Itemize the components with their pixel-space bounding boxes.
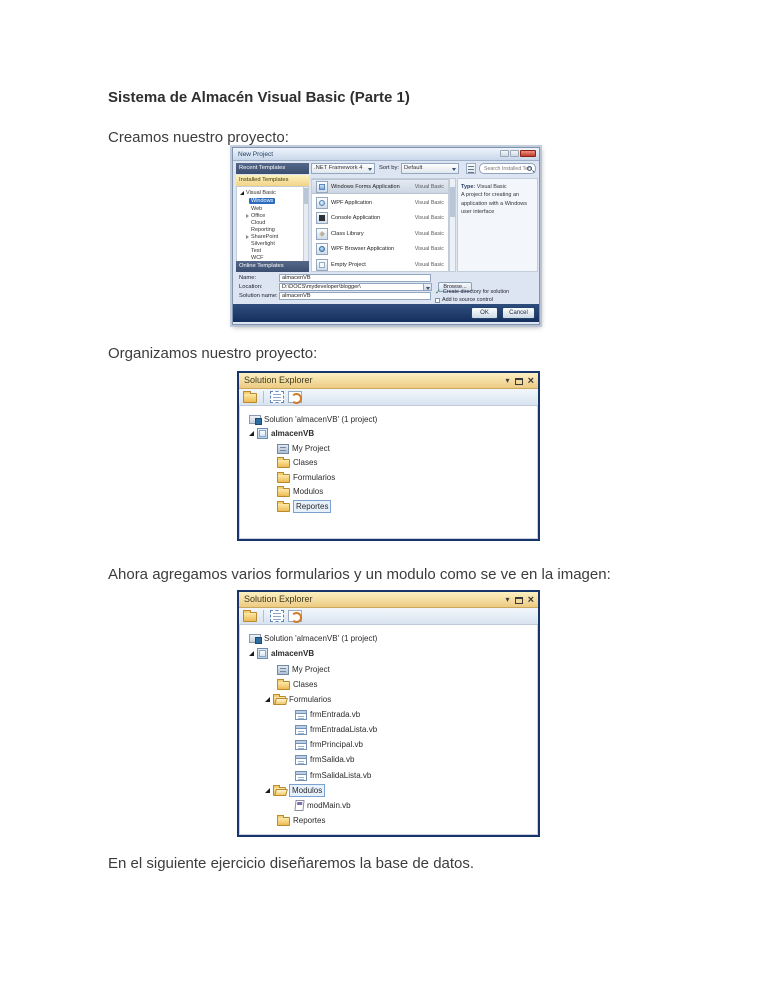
properties-icon[interactable] [243, 612, 257, 622]
folder-icon [277, 459, 290, 468]
solution-explorer-title: Solution Explorer [244, 594, 313, 604]
tree-item-my-project[interactable] [239, 663, 536, 676]
solution-name-input[interactable]: almacenVB [279, 292, 431, 300]
dialog-title: New Project [238, 151, 274, 158]
open-folder-icon [273, 787, 286, 796]
tree-item-label: modMain.vb [307, 801, 351, 810]
template-name: Empty Project [331, 261, 366, 268]
class-library-icon [316, 228, 328, 240]
wpf-browser-icon [316, 243, 328, 255]
page-title: Sistema de Almacén Visual Basic (Parte 1) [108, 89, 410, 106]
new-project-dialog [232, 147, 540, 325]
category-label: Silverlight [251, 241, 275, 247]
form-icon [295, 740, 307, 750]
tree-item-label: My Project [292, 665, 330, 674]
recent-templates-header[interactable]: Recent Templates [236, 163, 309, 174]
float-window-icon[interactable] [515, 597, 523, 604]
tree-item-label: Formularios [289, 695, 332, 704]
solution-name-label: Solution name: [239, 293, 278, 299]
sort-by-label: Sort by: [379, 165, 399, 171]
checkbox-icon [435, 298, 440, 303]
template-info-panel [457, 178, 538, 272]
tree-item-reportes[interactable] [239, 500, 536, 513]
tree-item-frmsalida[interactable] [239, 753, 536, 766]
template-language: Visual Basic [414, 183, 444, 190]
tree-item-clases[interactable] [239, 456, 536, 469]
location-label: Location: [239, 284, 263, 290]
template-name: Windows Forms Application [331, 183, 400, 190]
list-view-button[interactable] [466, 163, 476, 174]
tree-item-formularios[interactable] [239, 471, 536, 484]
template-row-wpf[interactable] [312, 195, 448, 210]
tree-item-modulos[interactable] [239, 485, 536, 498]
category-visual-basic[interactable] [240, 189, 276, 197]
sort-by-dropdown[interactable] [401, 163, 459, 174]
form-icon [295, 771, 307, 781]
tree-item-label: Clases [293, 680, 318, 689]
tree-item-label: frmEntradaLista.vb [310, 725, 378, 734]
folder-icon [277, 503, 290, 512]
template-language: Visual Basic [414, 245, 444, 252]
show-all-files-icon[interactable] [270, 610, 284, 622]
category-label: SharePoint [251, 234, 279, 240]
close-button[interactable] [520, 150, 536, 157]
category-label: Visual Basic [246, 190, 276, 196]
maximize-button[interactable] [510, 150, 519, 157]
tree-item-label: frmEntrada.vb [310, 710, 361, 719]
folder-icon [277, 817, 290, 826]
category-label: Reporting [251, 227, 275, 233]
template-language: Visual Basic [414, 261, 444, 268]
solution-explorer-titlebar[interactable] [239, 373, 538, 389]
checkbox-label: Add to source control [442, 297, 493, 303]
tree-item-label: Solution 'almacenVB' (1 project) [264, 634, 378, 643]
tree-item-label: Solution 'almacenVB' (1 project) [264, 415, 378, 424]
open-folder-icon [273, 696, 286, 705]
solution-explorer-toolbar [239, 389, 538, 406]
chevron-down-icon [452, 168, 456, 171]
tree-item-frmprincipal[interactable] [239, 738, 536, 751]
category-label: Windows [251, 198, 274, 204]
vb-project-icon [257, 428, 268, 439]
template-row-empty-project[interactable] [312, 257, 448, 272]
window-buttons [500, 150, 536, 157]
create-directory-checkbox[interactable] [435, 289, 509, 295]
my-project-icon [277, 444, 289, 454]
sort-by-value: Default [404, 165, 423, 171]
template-language: Visual Basic [414, 214, 444, 221]
window-menu-icon[interactable]: ▾ [505, 595, 510, 604]
category-label: Web [251, 206, 263, 212]
template-row-windows-forms[interactable] [312, 179, 448, 194]
template-name: WPF Application [331, 199, 373, 206]
tree-item-label: Reportes [293, 500, 331, 513]
location-input[interactable]: D:\DOCS\mydeveloper\blogger\ [279, 283, 424, 291]
installed-templates-header[interactable]: Installed Templates [236, 175, 309, 186]
tree-item-frmentrada[interactable] [239, 708, 536, 721]
template-name: WPF Browser Application [331, 245, 395, 252]
wpf-icon [316, 197, 328, 209]
tree-item-label: frmSalida.vb [310, 755, 355, 764]
name-input[interactable]: almacenVB [279, 274, 431, 282]
online-templates-header[interactable]: Online Templates [236, 261, 309, 272]
tree-item-label: My Project [292, 444, 330, 453]
solution-icon [249, 634, 261, 643]
tree-item-frmsalidalista[interactable] [239, 769, 536, 782]
folder-icon [277, 488, 290, 497]
tree-item-my-project[interactable] [239, 442, 536, 455]
template-list [311, 178, 449, 272]
folder-icon [277, 681, 290, 690]
category-label: WCF [251, 255, 264, 261]
doc-paragraph-4: En el siguiente ejercicio diseñaremos la base de datos. [108, 855, 475, 872]
type-value: Visual Basic [476, 184, 507, 190]
tree-item-label: almacenVB [271, 649, 315, 658]
close-icon[interactable]: × [527, 594, 534, 606]
tree-item-label: frmSalidaLista.vb [310, 771, 372, 780]
expanded-triangle-icon[interactable] [265, 788, 270, 793]
tree-item-label: Clases [293, 458, 318, 467]
tree-item-solution[interactable] [239, 632, 536, 645]
doc-paragraph-2: Organizamos nuestro proyecto: [108, 345, 318, 362]
properties-icon[interactable] [243, 393, 257, 403]
template-category-tree [236, 186, 309, 262]
toolbar-separator [263, 391, 264, 403]
show-all-files-icon[interactable] [270, 391, 284, 403]
solution-explorer-window-2 [237, 590, 540, 837]
ok-button[interactable]: OK [471, 307, 498, 319]
refresh-icon[interactable] [288, 391, 302, 403]
form-icon [295, 755, 307, 765]
category-windows[interactable] [249, 197, 275, 205]
expanded-triangle-icon[interactable] [240, 191, 244, 195]
category-label: Cloud [251, 220, 266, 226]
solution-explorer-titlebar[interactable] [239, 592, 538, 608]
solution-explorer-toolbar [239, 608, 538, 625]
tree-item-project[interactable] [239, 427, 536, 440]
float-window-icon[interactable] [515, 378, 523, 385]
close-icon[interactable]: × [527, 375, 534, 387]
chevron-down-icon [368, 168, 372, 171]
tree-item-label: almacenVB [271, 429, 315, 438]
tool-window-buttons [506, 373, 534, 389]
template-description: A project for creating an application with a Windows user interface [461, 192, 528, 215]
window-menu-icon[interactable]: ▾ [505, 376, 510, 385]
sidebar-scrollbar[interactable] [303, 187, 308, 261]
template-list-scrollbar[interactable] [449, 178, 456, 272]
tree-item-label: Reportes [293, 816, 326, 825]
form-icon [295, 725, 307, 735]
vb-project-icon [257, 648, 268, 659]
tree-item-project[interactable] [239, 647, 536, 660]
search-icon [527, 166, 532, 171]
search-placeholder: Search Installed Tem [484, 166, 533, 172]
solution-icon [249, 415, 261, 424]
toolbar-separator [263, 610, 264, 622]
tree-item-label: Modulos [289, 784, 325, 797]
my-project-icon [277, 665, 289, 675]
winforms-icon [316, 181, 328, 193]
dialog-titlebar[interactable] [233, 148, 539, 161]
template-language: Visual Basic [414, 230, 444, 237]
search-installed-templates-input[interactable] [479, 163, 536, 174]
expanded-triangle-icon[interactable] [249, 651, 254, 656]
template-row-console[interactable] [312, 210, 448, 225]
template-name: Console Application [331, 214, 381, 221]
folder-icon [277, 474, 290, 483]
collapsed-triangle-icon[interactable] [246, 235, 249, 239]
tree-item-reportes[interactable] [239, 814, 536, 827]
tree-item-modulos[interactable] [239, 784, 536, 797]
type-label: Type: [461, 184, 476, 190]
scrollbar-thumb[interactable] [450, 187, 455, 217]
scrollbar-thumb[interactable] [304, 188, 308, 204]
tree-item-solution[interactable] [239, 413, 536, 426]
framework-dropdown[interactable] [311, 163, 375, 174]
template-language: Visual Basic [414, 199, 444, 206]
category-label: Test [251, 248, 262, 254]
doc-paragraph-1: Creamos nuestro proyecto: [108, 129, 289, 146]
tree-item-modmain[interactable] [239, 799, 536, 812]
tree-item-clases[interactable] [239, 678, 536, 691]
tree-item-label: frmPrincipal.vb [310, 740, 363, 749]
module-icon [294, 800, 304, 811]
tool-window-buttons [506, 592, 534, 608]
browse-button[interactable]: Browse... [438, 282, 472, 292]
expanded-triangle-icon[interactable] [265, 697, 270, 702]
template-row-class-library[interactable] [312, 226, 448, 241]
name-label: Name: [239, 275, 257, 281]
tree-item-label: Formularios [293, 473, 336, 482]
checkmark-icon: ✓ [435, 288, 441, 296]
category-label: Office [251, 213, 266, 219]
empty-project-icon [316, 259, 328, 271]
checkbox-label: Create directory for solution [442, 289, 510, 295]
tree-item-frmentradalista[interactable] [239, 723, 536, 736]
framework-value: .NET Framework 4 [314, 165, 363, 171]
collapsed-triangle-icon[interactable] [246, 214, 249, 218]
solution-explorer-window-1 [237, 371, 540, 541]
source-control-checkbox[interactable] [435, 297, 493, 303]
minimize-button[interactable] [500, 150, 509, 157]
tree-item-formularios[interactable] [239, 693, 536, 706]
refresh-icon[interactable] [288, 610, 302, 622]
solution-explorer-title: Solution Explorer [244, 375, 313, 385]
tree-item-label: Modulos [293, 487, 324, 496]
template-row-wpf-browser[interactable] [312, 241, 448, 256]
location-dropdown-icon[interactable] [423, 283, 432, 291]
template-name: Class Library [331, 230, 364, 237]
doc-paragraph-3: Ahora agregamos varios formularios y un modulo como se ve en la imagen: [108, 566, 611, 583]
console-icon [316, 212, 328, 224]
form-icon [295, 710, 307, 720]
cancel-button[interactable]: Cancel [502, 307, 535, 319]
expanded-triangle-icon[interactable] [249, 431, 254, 436]
dialog-bottom-bar [233, 304, 539, 322]
